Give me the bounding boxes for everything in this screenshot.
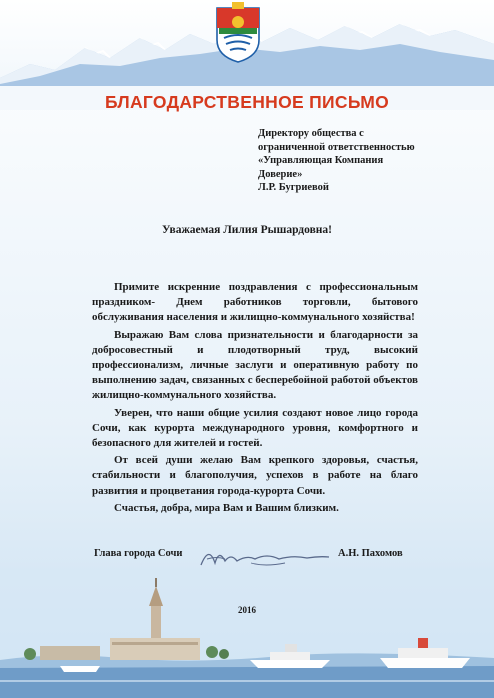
salutation: Уважаемая Лилия Рышардовна! <box>161 224 333 236</box>
letter-body <box>92 280 418 518</box>
body-paragraph: От всей души желаю Вам крепкого здоровья, счастья, стабильности и благополучия, успехов в работе на благо развития и процветания города-курорта Сочи. <box>92 454 418 497</box>
body-paragraph: Счастья, добра, мира Вам и Вашим близким. <box>114 501 339 514</box>
sochi-seaport-panorama <box>0 568 494 698</box>
sochi-coat-of-arms-icon <box>214 2 262 64</box>
recipient-block <box>258 127 415 195</box>
signatory-name: А.Н. Пахомов <box>338 548 403 559</box>
recipient-line: ограниченной ответственностью <box>258 141 415 153</box>
recipient-line: Доверие» <box>258 168 303 180</box>
recipient-name: Л.Р. Бугриевой <box>258 182 329 194</box>
recipient-line: Директору общества с <box>258 128 364 139</box>
signatory-position: Глава города Сочи <box>94 548 183 559</box>
letter-year: 2016 <box>238 605 256 615</box>
body-paragraph: Выражаю Вам слова признательности и благодарности за добросовестный и плодотворный труд, высокий профессионализм, личные заслуги и оперативную работу по выполнению задач, связанных с бесперебойной работой объектов жилищно-коммунального хозяйства. <box>92 328 418 402</box>
body-paragraph: Примите искренние поздравления с профессиональным праздником- Днем работников торговли, бытового обслуживания населения и жилищно-коммунального хозяйства! <box>92 281 418 324</box>
body-paragraph: Уверен, что наши общие усилия создают новое лицо города Сочи, как курорта международного уровня, комфортного и безопасного для жителей и гостей. <box>92 406 418 450</box>
letter-title: БЛАГОДАРСТВЕННОЕ ПИСЬМО <box>104 92 390 112</box>
recipient-line: «Управляющая Компания <box>258 155 384 167</box>
